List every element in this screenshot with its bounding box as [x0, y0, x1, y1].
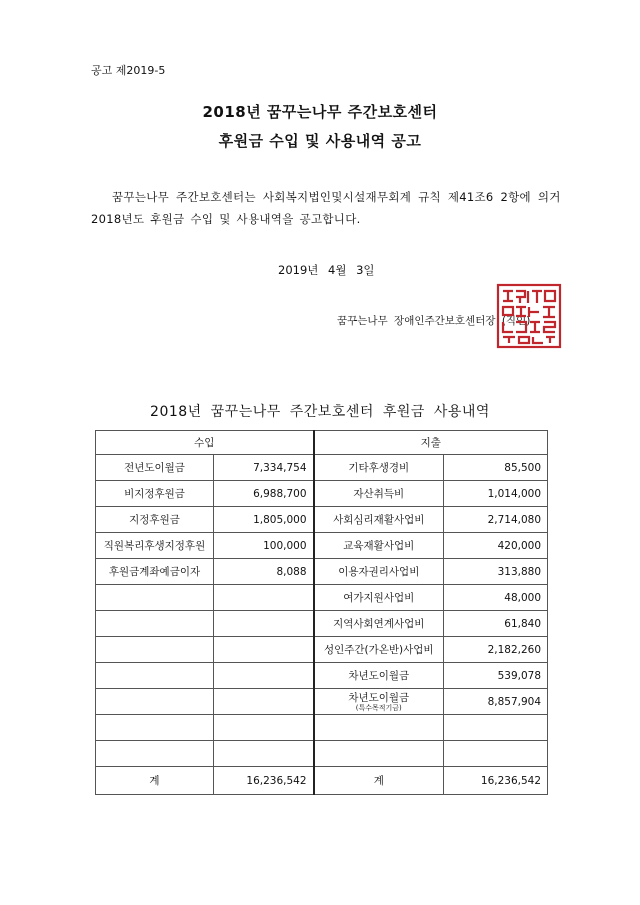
expense-label: 이용자권리사업비: [314, 559, 444, 585]
expense-label: 자산취득비: [314, 481, 444, 507]
income-header: 수입: [96, 431, 314, 455]
expense-label: 사회심리재활사업비: [314, 507, 444, 533]
expense-amount: 1,014,000: [444, 481, 548, 507]
signer-label: 꿈꾸는나무 장애인주간보호센터장: [337, 315, 496, 327]
income-amount: 100,000: [214, 533, 314, 559]
income-amount: 6,988,700: [214, 481, 314, 507]
table-row: [96, 481, 548, 507]
table-row: [96, 741, 548, 767]
expense-amount: 420,000: [444, 533, 548, 559]
income-label: 비지정후원금: [96, 481, 214, 507]
expense-label: 교육재활사업비: [314, 533, 444, 559]
income-label: [96, 741, 214, 767]
income-label: 전년도이월금: [96, 455, 214, 481]
income-amount: [214, 689, 314, 715]
expense-label: 성인주간(가온반)사업비: [314, 637, 444, 663]
expense-label-sub: (특수목적기금): [355, 703, 402, 712]
expense-label: [314, 689, 444, 715]
income-label: [96, 637, 214, 663]
expense-amount: 61,840: [444, 611, 548, 637]
expense-amount: [444, 741, 548, 767]
table-row: [96, 507, 548, 533]
income-label: [96, 663, 214, 689]
expense-amount: 8,857,904: [444, 689, 548, 715]
expense-label: [314, 741, 444, 767]
income-amount: 7,334,754: [214, 455, 314, 481]
income-expense-table: [95, 430, 548, 795]
expense-header: 지출: [314, 431, 548, 455]
income-amount: [214, 637, 314, 663]
income-amount: [214, 663, 314, 689]
income-total-label: 계: [96, 767, 214, 795]
title-line-2: 후원금 수입 및 사용내역 공고: [218, 132, 422, 150]
expense-label: 차년도이월금: [314, 663, 444, 689]
income-amount: 8,088: [214, 559, 314, 585]
income-total-amount: 16,236,542: [214, 767, 314, 795]
income-label: 직원복리후생지정후원: [96, 533, 214, 559]
notice-date: 2019년 4월 3일: [278, 263, 375, 277]
seal-label: (직인): [501, 315, 531, 327]
table-row: [96, 455, 548, 481]
table-total-row: [96, 767, 548, 795]
expense-amount: 2,182,260: [444, 637, 548, 663]
income-amount: [214, 611, 314, 637]
expense-amount: 85,500: [444, 455, 548, 481]
expense-amount: [444, 715, 548, 741]
table-row: [96, 689, 548, 715]
expense-total-amount: 16,236,542: [444, 767, 548, 795]
income-label: 후원금계좌예금이자: [96, 559, 214, 585]
table-row: [96, 533, 548, 559]
income-amount: [214, 715, 314, 741]
income-label: [96, 689, 214, 715]
document-number: 공고 제2019-5: [91, 64, 166, 77]
income-label: [96, 715, 214, 741]
income-amount: [214, 585, 314, 611]
table-header-row: [96, 431, 548, 455]
income-amount: 1,805,000: [214, 507, 314, 533]
expense-amount: 313,880: [444, 559, 548, 585]
expense-label-main: 차년도이월금: [348, 691, 410, 704]
expense-label: [314, 715, 444, 741]
income-label: 지정후원금: [96, 507, 214, 533]
table-title: 2018년 꿈꾸는나무 주간보호센터 후원금 사용내역: [150, 404, 490, 420]
income-label: [96, 585, 214, 611]
table-row: [96, 559, 548, 585]
table-row: [96, 637, 548, 663]
income-label: [96, 611, 214, 637]
official-seal-icon: [496, 283, 562, 349]
table-row: [96, 585, 548, 611]
expense-label: 여가지원사업비: [314, 585, 444, 611]
title-line-1: 2018년 꿈꾸는나무 주간보호센터: [202, 103, 438, 121]
expense-amount: 2,714,080: [444, 507, 548, 533]
expense-label: 기타후생경비: [314, 455, 444, 481]
table-row: [96, 715, 548, 741]
income-amount: [214, 741, 314, 767]
expense-total-label: 계: [314, 767, 444, 795]
expense-amount: 48,000: [444, 585, 548, 611]
expense-amount: 539,078: [444, 663, 548, 689]
expense-label: 지역사회연계사업비: [314, 611, 444, 637]
body-text-line-2: 2018년도 후원금 수입 및 사용내역을 공고합니다.: [91, 212, 361, 226]
body-text-line-1: 꿈꾸는나무 주간보호센터는 사회복지법인및시설재무회계 규칙 제41조6 2항에 의거: [112, 190, 561, 204]
table-row: [96, 663, 548, 689]
table-row: [96, 611, 548, 637]
